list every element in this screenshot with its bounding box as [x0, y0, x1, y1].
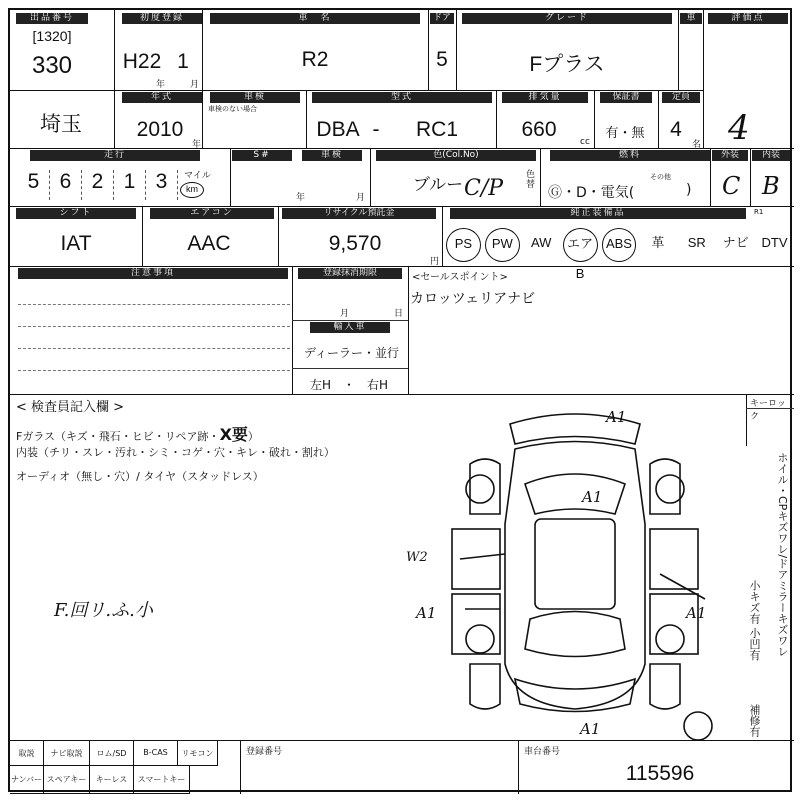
interior-grade: B [762, 172, 780, 200]
accessory-row-1 [10, 740, 240, 766]
first-reg-era: H22 [122, 50, 162, 73]
car-name-label: 車 名 [210, 13, 420, 24]
damage-mark: A1 [580, 720, 601, 738]
accessory-cell: ナビ取説 [44, 740, 90, 766]
handle-side: 左H ・ 右H [310, 378, 389, 392]
auction-sheet: 出品番号 [1320] 330 初度登録 H22 1 年 月 車 名 R2 ドア 5 グレード Fプラス 車 評価点 4 埼玉 年式 2010 年 車検 車検のない場合 型式 DBA - RC1 排気量 660 cc 保証書 有・無 定員 4 名 走行 5 6 2 1 3 マイル km S# 車検 年 月 色(Col.No) ブルー C/P 色替 燃料 Ⓖ・D・電気( その他 ) 外装 C 内装 B シフト IAT エアコン AAC リサイクル預託金 9,570 円 純正装備品 R1 PS PW AW エアB ABS 革 SR ナビ DTV 注意事項 登録抹消期限 月 日 輸入車 ディーラー・並行 左H ・ 右H <セールスポイント> カロッツェリアナビ < 検査員記入欄 > Fガラス（キズ・飛石・ヒビ・リペア跡・X要） 内装（チリ・スレ・汚れ・シミ・コゲ・穴・キレ・破れ・割れ） オーディオ（無し・穴）/ タイヤ（スタッドレス） F.回リ.ふ.小 キーロック A1 A1 W2 A1 A1 A1 ホイル・CPキズワレ/ドアミラーキズワレ 小キズ有 小凹有 補修有 取説 ナビ取説 ロム/SD B-CAS リモコン ナンバー スペアキー キーレス スマートキー 登録番号 車台番号 115596 [8, 8, 792, 792]
damage-mark: A1 [686, 604, 707, 622]
first-reg-label: 初度登録 [122, 13, 202, 24]
accessory-row-2 [10, 766, 240, 794]
legend-repair: 補修有 [748, 704, 761, 737]
fuel: Ⓖ・D・電気( [548, 185, 635, 201]
equipment-item: 革 [651, 235, 665, 250]
shift: IAT [60, 232, 92, 255]
model-year: 2010 [136, 118, 184, 141]
lot-bracket: [1320] [32, 28, 72, 44]
mileage-digit: 1 [114, 170, 146, 200]
equipment-item: ABS [602, 228, 637, 262]
region: 埼玉 [40, 113, 82, 136]
aircon: AAC [187, 232, 231, 255]
equipment-item: SR [687, 235, 706, 250]
equipment-item: ナビ [722, 235, 749, 250]
car-name: R2 [301, 48, 329, 71]
accessory-cell: B-CAS [134, 740, 178, 766]
color: ブルー [412, 175, 464, 194]
legend-scratch: 小キズ有 小凹有 [748, 580, 761, 661]
legend-wheel: ホイル・CPキズワレ/ドアミラーキズワレ [776, 452, 789, 658]
first-reg-month: 1 [177, 50, 189, 73]
equipment-item: PS [446, 228, 481, 262]
interior-note: 内装（チリ・スレ・汚れ・シミ・コゲ・穴・キレ・破れ・割れ） [16, 446, 335, 459]
equipment-list [444, 222, 794, 281]
mileage-digits [18, 170, 178, 200]
km-unit: km [180, 182, 204, 198]
recycle-fee: 9,570 [328, 232, 382, 255]
accessory-cell: リモコン [178, 740, 218, 766]
lot-label: 出品番号 [16, 13, 88, 24]
accessory-cell: 取説 [10, 740, 44, 766]
mileage-digit: 5 [18, 170, 50, 200]
displacement: 660 [521, 118, 557, 141]
damage-mark: W2 [406, 550, 428, 565]
car-damage-diagram [430, 404, 720, 744]
damage-mark: A1 [606, 408, 627, 426]
chassis-number: 115596 [625, 762, 695, 785]
glass-note: Fガラス（キズ・飛石・ヒビ・リペア跡・X要） [16, 425, 259, 444]
model-code: RC1 [415, 118, 458, 141]
accessory-cell: スマートキー [134, 766, 190, 794]
equipment-item: エアB [563, 228, 598, 262]
damage-mark: A1 [416, 604, 437, 622]
warranty: 有・無 [605, 125, 645, 140]
equipment-item: AW [530, 235, 552, 250]
seats: 4 [670, 118, 682, 141]
mileage-digit: 2 [82, 170, 114, 200]
inspector-title: < 検査員記入欄 > [16, 400, 125, 415]
exterior-grade: C [722, 172, 741, 200]
handwritten-note: F.回リ.ふ.小 [54, 600, 153, 621]
accessory-cell: スペアキー [44, 766, 90, 794]
score-label: 評価点 [708, 13, 788, 24]
model-prefix: DBA [316, 118, 360, 141]
grade-label: グレード [462, 13, 672, 24]
grade: Fプラス [529, 53, 605, 76]
accessory-cell: キーレス [90, 766, 134, 794]
mileage-digit: 6 [50, 170, 82, 200]
accessory-cell: ナンバー [10, 766, 44, 794]
mileage-digit: 3 [146, 170, 178, 200]
doors: 5 [436, 48, 448, 71]
doors-label: ドア [430, 13, 454, 24]
damage-mark: A1 [582, 488, 603, 506]
equipment-item: DTV [761, 235, 788, 250]
import-type: ディーラー・並行 [304, 346, 400, 360]
equipment-item: PW [485, 228, 520, 262]
audio-note: オーディオ（無し・穴）/ タイヤ（スタッドレス） [16, 470, 264, 483]
sales-point: カロッツェリアナビ [410, 291, 536, 307]
accessory-cell: ロム/SD [90, 740, 134, 766]
score: 4 [728, 108, 750, 148]
lot-number: 330 [31, 52, 73, 79]
color-code: C/P [464, 176, 504, 201]
